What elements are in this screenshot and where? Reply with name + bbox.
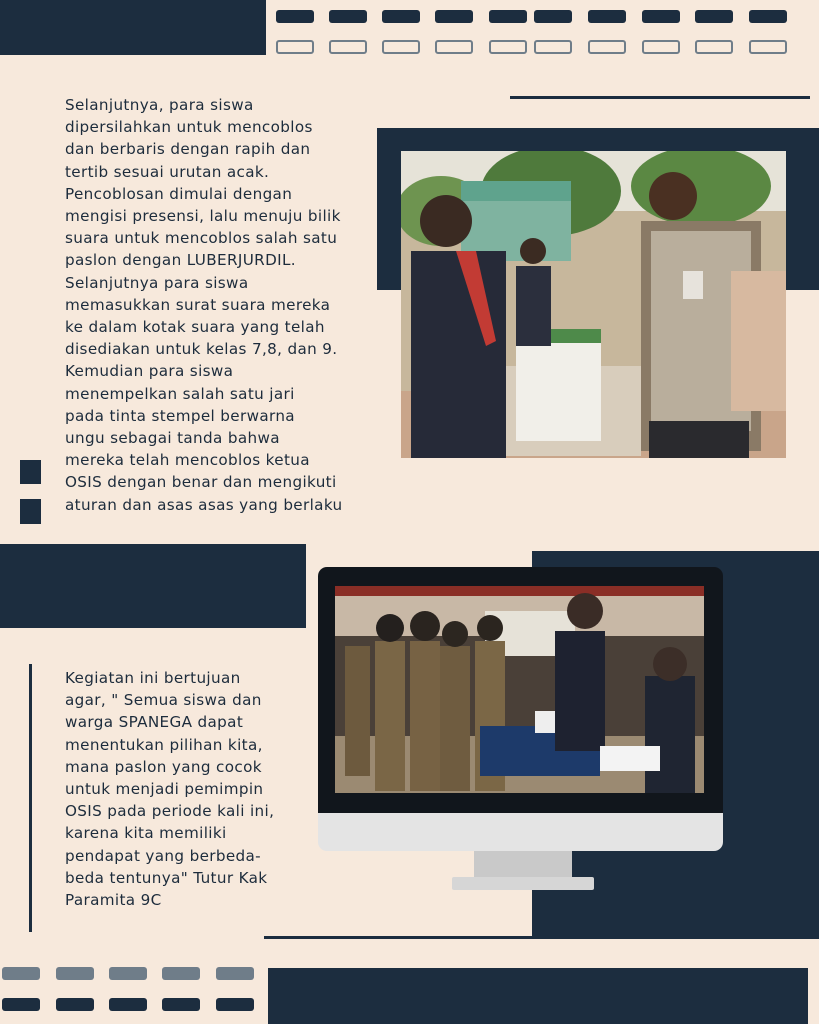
decor-pill-outline: [276, 40, 314, 54]
divider-line: [264, 936, 532, 939]
decor-pill: [2, 998, 40, 1011]
decor-pill-outline: [642, 40, 680, 54]
footer-block: [268, 968, 808, 1024]
monitor-chin: [318, 813, 723, 851]
decor-pill: [534, 10, 572, 23]
decor-pill: [109, 967, 147, 980]
quote-paragraph: Kegiatan ini bertujuan agar, " Semua siswa dan warga SPANEGA dapat menentukan pilihan kita, mana paslon yang cocok untuk menjadi pemimpin OSIS pada periode kali ini, karena kita memiliki pendapat yang berbeda- beda tentunya" Tutur Kak Paramita 9C: [65, 669, 275, 910]
voting-photo-teacher: [401, 151, 786, 458]
intro-paragraph: Selanjutnya, para siswa dipersilahkan untuk mencoblos dan berbaris dengan rapih dan tertib sesuai urutan acak. Pencoblosan dimulai dengan mengisi presensi, lalu menuju bilik suara untuk mencoblos salah satu paslon dengan LUBERJURDIL. Selanjutnya para siswa memasukkan surat suara mereka ke dalam kotak suara yang telah disediakan untuk kelas 7,8, dan 9. Kemudian para siswa menempelkan salah satu jari pada tinta stempel berwarna ungu sebagai tanda bahwa mereka telah mencoblos ketua OSIS dengan benar dan mengikuti aturan dan asas asas yang berlaku: [65, 96, 343, 514]
decor-pill: [695, 10, 733, 23]
decor-pill: [109, 998, 147, 1011]
decor-pill: [489, 10, 527, 23]
decor-square: [20, 460, 41, 484]
decor-pill-outline: [489, 40, 527, 54]
decor-pill: [162, 998, 200, 1011]
decor-pill: [216, 967, 254, 980]
quote-rule: [29, 664, 32, 932]
decor-square: [20, 499, 41, 524]
decor-pill-outline: [749, 40, 787, 54]
decor-pill: [329, 10, 367, 23]
decor-pill-outline: [588, 40, 626, 54]
decor-pill: [749, 10, 787, 23]
decor-pill: [2, 967, 40, 980]
decor-pill-outline: [435, 40, 473, 54]
decor-pill: [642, 10, 680, 23]
decor-pill: [56, 998, 94, 1011]
header-block: [0, 0, 266, 55]
decor-pill: [216, 998, 254, 1011]
decor-pill: [382, 10, 420, 23]
decor-pill-outline: [534, 40, 572, 54]
voting-photo-scouts: [335, 586, 704, 793]
decor-pill: [162, 967, 200, 980]
decor-pill: [276, 10, 314, 23]
decor-pill-outline: [329, 40, 367, 54]
decor-pill-outline: [695, 40, 733, 54]
decor-pill-outline: [382, 40, 420, 54]
divider-line: [510, 96, 810, 99]
decor-pill: [56, 967, 94, 980]
decor-pill: [588, 10, 626, 23]
section-divider-block: [0, 544, 306, 628]
monitor-neck: [474, 851, 572, 877]
decor-pill: [435, 10, 473, 23]
monitor-base: [452, 877, 594, 890]
